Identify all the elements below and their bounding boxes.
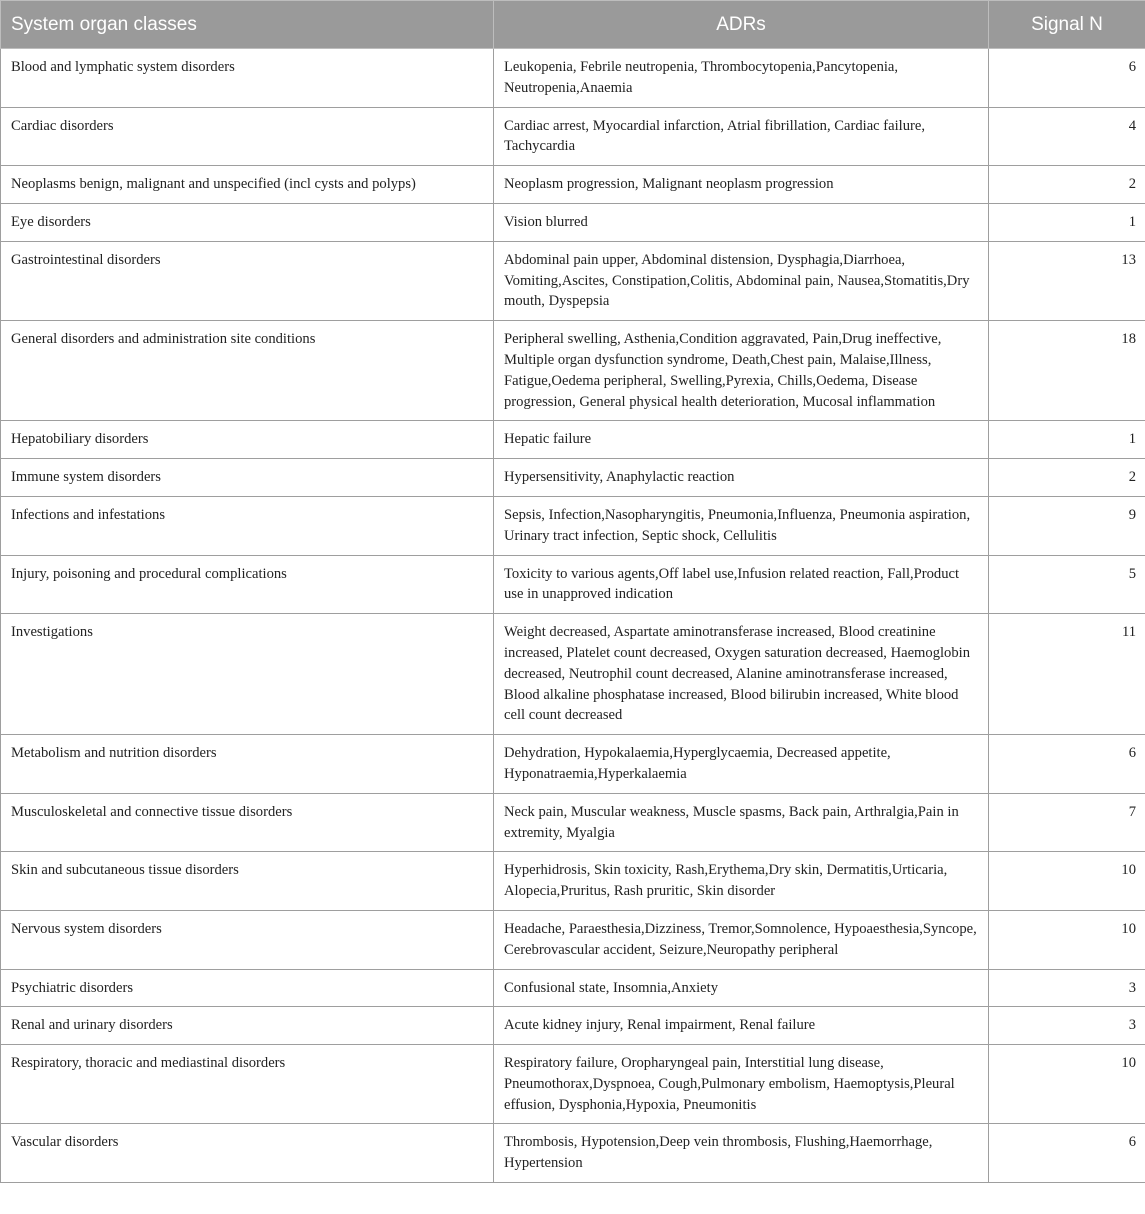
header-system-organ-classes: System organ classes [1, 1, 494, 49]
table-row [1, 852, 1145, 911]
adrs-cell: Neck pain, Muscular weakness, Muscle spasms, Back pain, Arthralgia,Pain in extremity, Myalgia [494, 793, 989, 852]
adrs-cell: Respiratory failure, Oropharyngeal pain, Interstitial lung disease, Pneumothorax,Dyspnoea, Cough,Pulmonary embolism, Haemoptysis,Pleural effusion, Dysphonia,Hypoxia, Pneumonitis [494, 1045, 989, 1124]
table-row [1, 910, 1145, 969]
table-row [1, 1007, 1145, 1045]
signal-n-cell: 3 [989, 969, 1145, 1007]
signal-n-cell: 11 [989, 614, 1145, 735]
table-row [1, 203, 1145, 241]
table-row [1, 1124, 1145, 1183]
table-row [1, 969, 1145, 1007]
soc-cell: Infections and infestations [1, 496, 494, 555]
table-row [1, 166, 1145, 204]
soc-cell: Investigations [1, 614, 494, 735]
table-row [1, 421, 1145, 459]
table-row [1, 459, 1145, 497]
table-row [1, 321, 1145, 421]
soc-cell: Renal and urinary disorders [1, 1007, 494, 1045]
signal-n-cell: 3 [989, 1007, 1145, 1045]
adrs-cell: Hypersensitivity, Anaphylactic reaction [494, 459, 989, 497]
table-row [1, 496, 1145, 555]
signal-n-cell: 6 [989, 735, 1145, 794]
adrs-cell: Vision blurred [494, 203, 989, 241]
signal-n-cell: 2 [989, 459, 1145, 497]
signal-n-cell: 1 [989, 203, 1145, 241]
table-row [1, 735, 1145, 794]
adrs-cell: Thrombosis, Hypotension,Deep vein thrombosis, Flushing,Haemorrhage, Hypertension [494, 1124, 989, 1183]
signal-n-cell: 10 [989, 910, 1145, 969]
adrs-cell: Hepatic failure [494, 421, 989, 459]
table-row [1, 49, 1145, 108]
adrs-cell: Sepsis, Infection,Nasopharyngitis, Pneumonia,Influenza, Pneumonia aspiration, Urinary tract infection, Septic shock, Cellulitis [494, 496, 989, 555]
soc-cell: Blood and lymphatic system disorders [1, 49, 494, 108]
soc-cell: Vascular disorders [1, 1124, 494, 1183]
signal-n-cell: 9 [989, 496, 1145, 555]
soc-cell: Respiratory, thoracic and mediastinal disorders [1, 1045, 494, 1124]
adrs-cell: Dehydration, Hypokalaemia,Hyperglycaemia, Decreased appetite, Hyponatraemia,Hyperkalaemia [494, 735, 989, 794]
adrs-cell: Abdominal pain upper, Abdominal distension, Dysphagia,Diarrhoea, Vomiting,Ascites, Constipation,Colitis, Abdominal pain, Nausea,Stomatitis,Dry mouth, Dyspepsia [494, 241, 989, 320]
adrs-cell: Hyperhidrosis, Skin toxicity, Rash,Erythema,Dry skin, Dermatitis,Urticaria, Alopecia,Pruritus, Rash pruritic, Skin disorder [494, 852, 989, 911]
table-row [1, 241, 1145, 320]
table-header [1, 1, 1145, 49]
soc-cell: Eye disorders [1, 203, 494, 241]
table-row [1, 614, 1145, 735]
header-row [1, 1, 1145, 49]
table-row [1, 107, 1145, 166]
adrs-cell: Headache, Paraesthesia,Dizziness, Tremor,Somnolence, Hypoaesthesia,Syncope, Cerebrovascular accident, Seizure,Neuropathy peripheral [494, 910, 989, 969]
soc-cell: Skin and subcutaneous tissue disorders [1, 852, 494, 911]
adrs-cell: Toxicity to various agents,Off label use,Infusion related reaction, Fall,Product use in unapproved indication [494, 555, 989, 614]
soc-cell: Cardiac disorders [1, 107, 494, 166]
soc-cell: Injury, poisoning and procedural complications [1, 555, 494, 614]
signal-n-cell: 18 [989, 321, 1145, 421]
signal-n-cell: 2 [989, 166, 1145, 204]
soc-cell: Musculoskeletal and connective tissue disorders [1, 793, 494, 852]
soc-cell: Immune system disorders [1, 459, 494, 497]
table-row [1, 1045, 1145, 1124]
soc-cell: Metabolism and nutrition disorders [1, 735, 494, 794]
signal-n-cell: 7 [989, 793, 1145, 852]
signal-n-cell: 5 [989, 555, 1145, 614]
header-adrs: ADRs [494, 1, 989, 49]
signal-n-cell: 10 [989, 1045, 1145, 1124]
table-row [1, 555, 1145, 614]
soc-cell: Gastrointestinal disorders [1, 241, 494, 320]
signal-n-cell: 10 [989, 852, 1145, 911]
header-signal-n: Signal N [989, 1, 1145, 49]
adrs-cell: Cardiac arrest, Myocardial infarction, Atrial fibrillation, Cardiac failure, Tachycardia [494, 107, 989, 166]
signal-n-cell: 4 [989, 107, 1145, 166]
adrs-cell: Weight decreased, Aspartate aminotransferase increased, Blood creatinine increased, Platelet count decreased, Oxygen saturation decreased, Haemoglobin decreased, Neutrophil count decreased, Alanine aminotransferase increased, Blood alkaline phosphatase increased, Blood bilirubin increased, White blood cell count decreased [494, 614, 989, 735]
signal-n-cell: 6 [989, 49, 1145, 108]
signal-n-cell: 6 [989, 1124, 1145, 1183]
soc-cell: Nervous system disorders [1, 910, 494, 969]
adrs-cell: Acute kidney injury, Renal impairment, Renal failure [494, 1007, 989, 1045]
adrs-cell: Peripheral swelling, Asthenia,Condition aggravated, Pain,Drug ineffective, Multiple organ dysfunction syndrome, Death,Chest pain, Malaise,Illness, Fatigue,Oedema peripheral, Swelling,Pyrexia, Chills,Oedema, Disease progression, General physical health deterioration, Mucosal inflammation [494, 321, 989, 421]
table-body [1, 49, 1145, 1183]
signal-n-cell: 13 [989, 241, 1145, 320]
adrs-cell: Confusional state, Insomnia,Anxiety [494, 969, 989, 1007]
soc-cell: Hepatobiliary disorders [1, 421, 494, 459]
adrs-cell: Leukopenia, Febrile neutropenia, Thrombocytopenia,Pancytopenia, Neutropenia,Anaemia [494, 49, 989, 108]
soc-cell: General disorders and administration site conditions [1, 321, 494, 421]
signal-n-cell: 1 [989, 421, 1145, 459]
table-row [1, 793, 1145, 852]
adrs-cell: Neoplasm progression, Malignant neoplasm progression [494, 166, 989, 204]
soc-cell: Psychiatric disorders [1, 969, 494, 1007]
soc-cell: Neoplasms benign, malignant and unspecified (incl cysts and polyps) [1, 166, 494, 204]
